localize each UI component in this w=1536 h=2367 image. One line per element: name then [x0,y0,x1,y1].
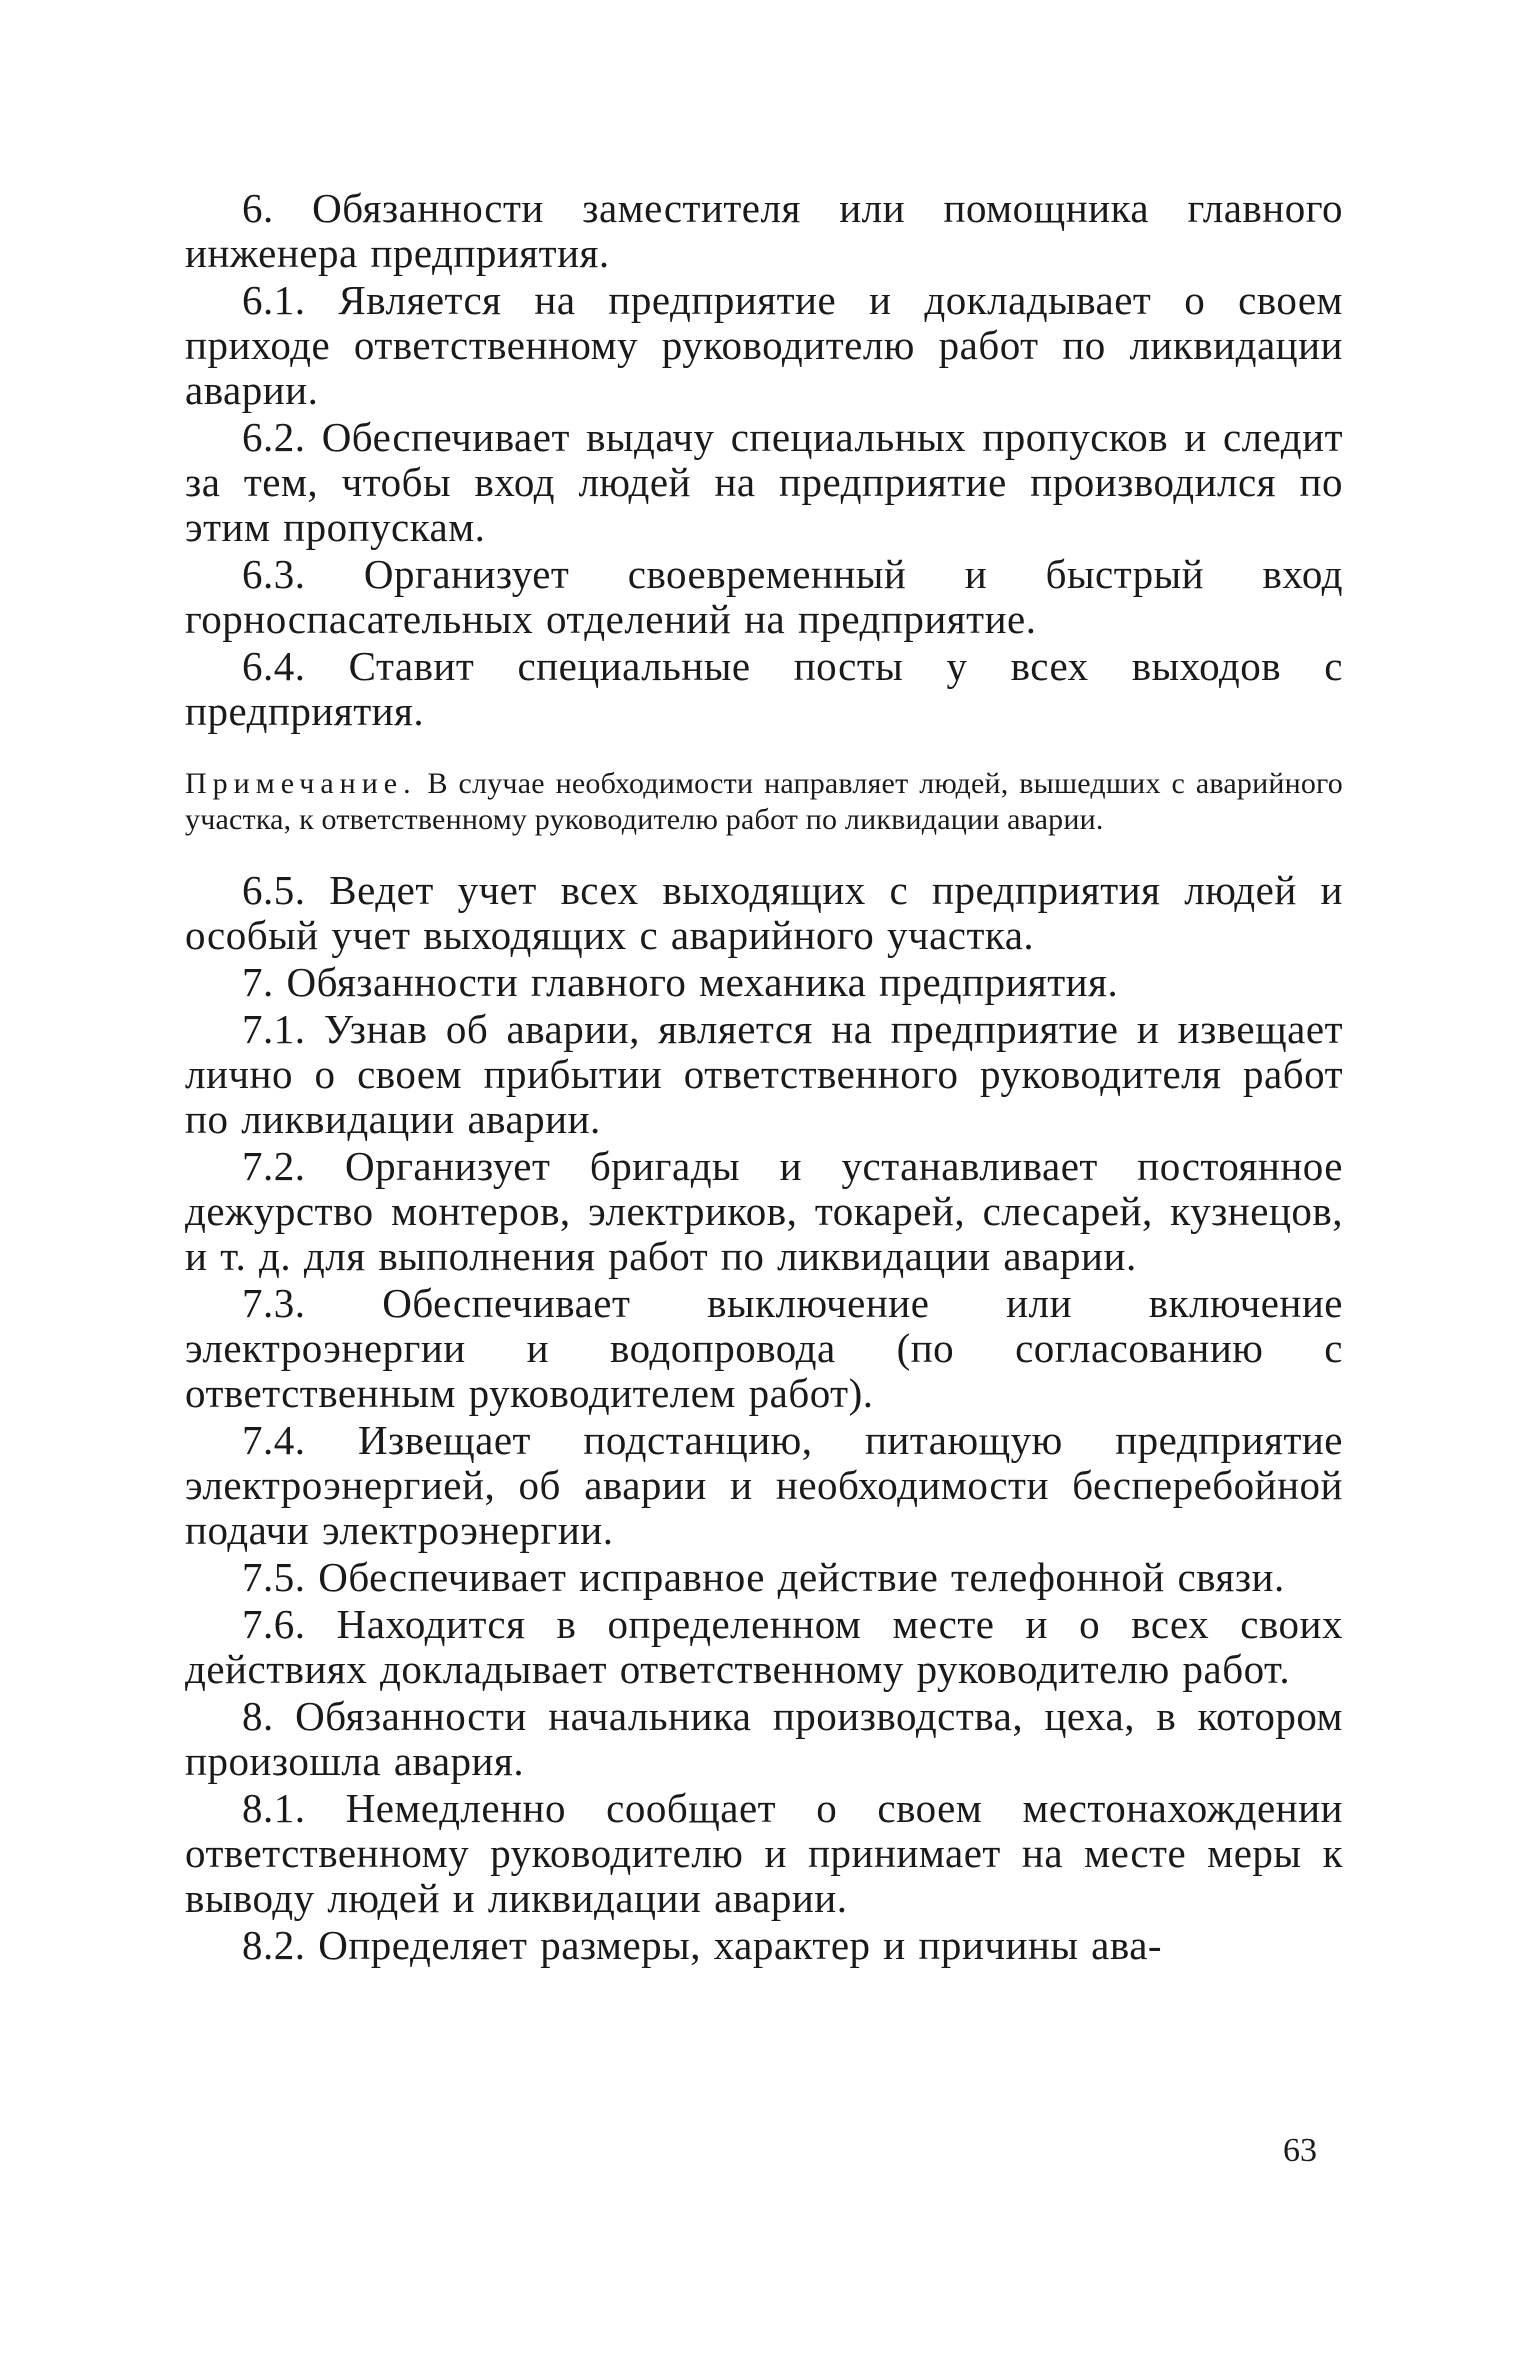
section-7-heading: 7. Обязанности главного механика предприятия. [242,959,1119,1005]
page-number: 63 [1283,2132,1317,2169]
paragraph-7-5: 7.5. Обеспечивает исправное действие телефонной связи. [242,1554,1285,1600]
paragraph-8-1: 8.1. Немедленно сообщает о своем местонахождении ответственному руководителю и принимает на месте меры к выводу людей и ликвидации аварии. [185,1785,1343,1921]
paragraph-7-2: 7.2. Организует бригады и устанавливает постоянное дежурство монтеров, электриков, токарей, слесарей, кузнецов, и т. д. для выполнения работ по ликвидации аварии. [185,1143,1343,1279]
paragraph-7-4: 7.4. Извещает подстанцию, питающую предприятие электроэнергией, об аварии и необходимости бесперебойной подачи электроэнергии. [185,1417,1343,1553]
page-body [185,186,1343,1970]
paragraph-6-3: 6.3. Организует своевременный и быстрый вход горноспасательных отделений на предприятие. [185,551,1343,642]
paragraph-7-3: 7.3. Обеспечивает выключение или включение электроэнергии и водопровода (по согласованию с ответственным руководителем работ). [185,1280,1343,1416]
section-6-heading: 6. Обязанности заместителя или помощника главного инженера предприятия. [185,185,1343,276]
paragraph-6-1: 6.1. Является на предприятие и докладывает о своем приходе ответственному руководителю работ по ликвидации аварии. [185,277,1343,413]
note [185,766,1343,838]
paragraph-6-5: 6.5. Ведет учет всех выходящих с предприятия людей и особый учет выходящих с аварийного участка. [185,867,1343,958]
paragraph-7-1: 7.1. Узнав об аварии, является на предприятие и извещает лично о своем прибытии ответственного руководителя работ по ликвидации аварии. [185,1006,1343,1142]
paragraph-8-2: 8.2. Определяет размеры, характер и причины ава- [242,1922,1163,1968]
note-label: Примечание. [185,767,417,800]
paragraph-6-4: 6.4. Ставит специальные посты у всех выходов с предприятия. [185,643,1343,734]
paragraph-6-2: 6.2. Обеспечивает выдачу специальных пропусков и следит за тем, чтобы вход людей на предприятие производился по этим пропускам. [185,414,1343,550]
note-text: В случае необходимости направляет людей, вышедших с аварийного участка, к ответственному руководителю работ по ликвидации аварии. [185,767,1343,836]
paragraph-7-6: 7.6. Находится в определенном месте и о всех своих действиях докладывает ответственному руководителю работ. [185,1601,1343,1692]
section-8-heading: 8. Обязанности начальника производства, цеха, в котором произошла авария. [185,1693,1343,1784]
